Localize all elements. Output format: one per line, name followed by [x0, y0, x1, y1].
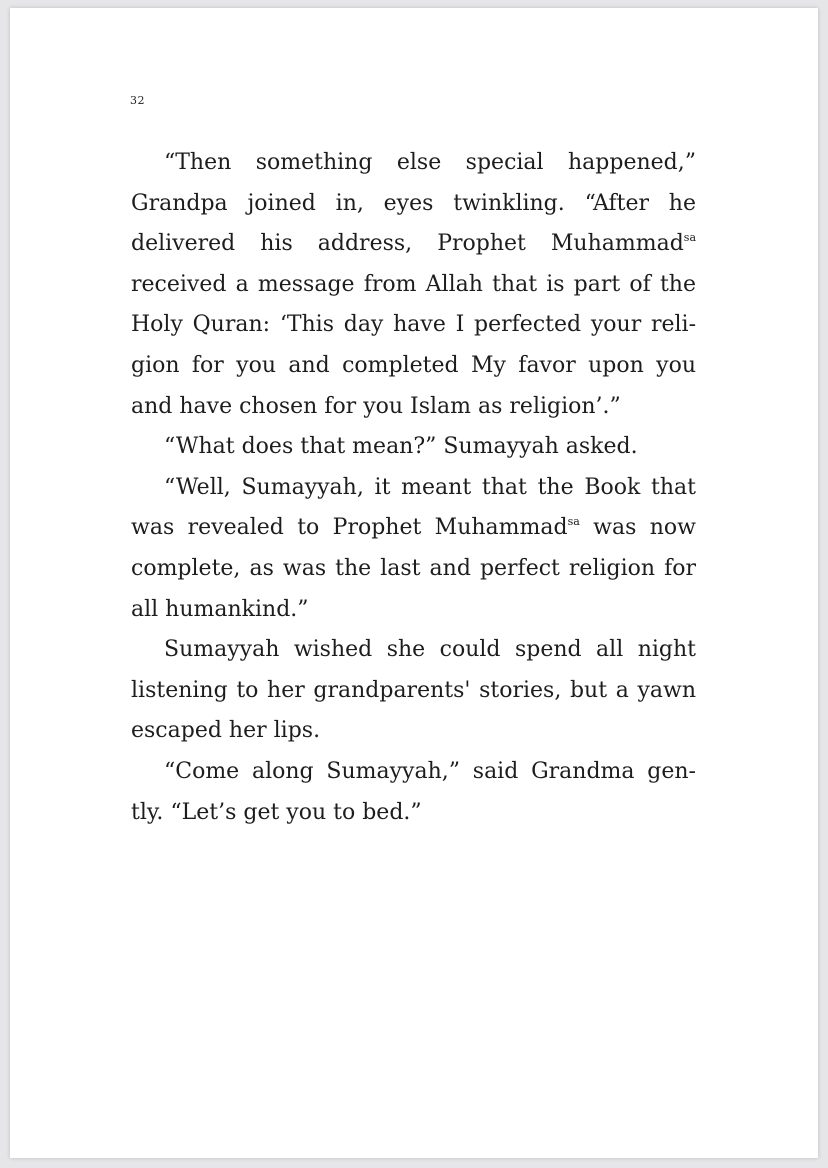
text-run: “Come along Sumayyah,” said Grandma gen-	[164, 758, 696, 784]
page-number: 32	[130, 94, 145, 107]
text-run: listening to her grandparents' stories, but a yawn	[131, 677, 696, 703]
text-line	[131, 387, 696, 428]
text-line	[131, 711, 696, 752]
paragraph	[131, 630, 696, 752]
text-run: Grandpa joined in, eyes twinkling. “After he	[131, 190, 696, 216]
text-line	[131, 752, 696, 793]
paragraph	[131, 427, 696, 468]
text-line	[131, 793, 696, 834]
text-line	[131, 630, 696, 671]
text-line	[131, 143, 696, 184]
honorific-superscript: sa	[683, 231, 696, 245]
text-run: was now	[579, 515, 696, 541]
text-run: “What does that mean?” Sumayyah asked.	[164, 434, 638, 460]
text-line	[131, 346, 696, 387]
body-text	[131, 143, 696, 833]
text-run: escaped her lips.	[131, 718, 321, 744]
paragraph	[131, 752, 696, 833]
text-line	[131, 671, 696, 712]
text-line	[131, 427, 696, 468]
text-line	[131, 224, 696, 265]
text-line	[131, 265, 696, 306]
text-line	[131, 508, 696, 549]
text-line	[131, 468, 696, 509]
text-line	[131, 184, 696, 225]
text-line	[131, 305, 696, 346]
paragraph	[131, 143, 696, 427]
text-run: was revealed to Prophet Muhammad	[131, 515, 568, 541]
honorific-superscript: sa	[567, 515, 580, 529]
text-run: and have chosen for you Islam as religion’.”	[131, 393, 621, 419]
text-run: complete, as was the last and perfect religion for	[131, 555, 696, 581]
text-run: tly. “Let’s get you to bed.”	[131, 799, 422, 825]
text-run: Sumayyah wished she could spend all night	[164, 637, 696, 663]
book-page	[10, 8, 818, 1158]
text-run: all humankind.”	[131, 596, 309, 622]
text-line	[131, 549, 696, 590]
paragraph	[131, 468, 696, 630]
text-run: “Well, Sumayyah, it meant that the Book that	[164, 474, 696, 500]
text-run: Holy Quran: ‘This day have I perfected your reli-	[131, 312, 696, 338]
text-run: gion for you and completed My favor upon you	[131, 352, 696, 378]
text-run: delivered his address, Prophet Muhammad	[131, 231, 684, 257]
text-run: “Then something else special happened,”	[164, 150, 696, 175]
text-line	[131, 590, 696, 631]
text-run: received a message from Allah that is part of the	[131, 271, 696, 297]
